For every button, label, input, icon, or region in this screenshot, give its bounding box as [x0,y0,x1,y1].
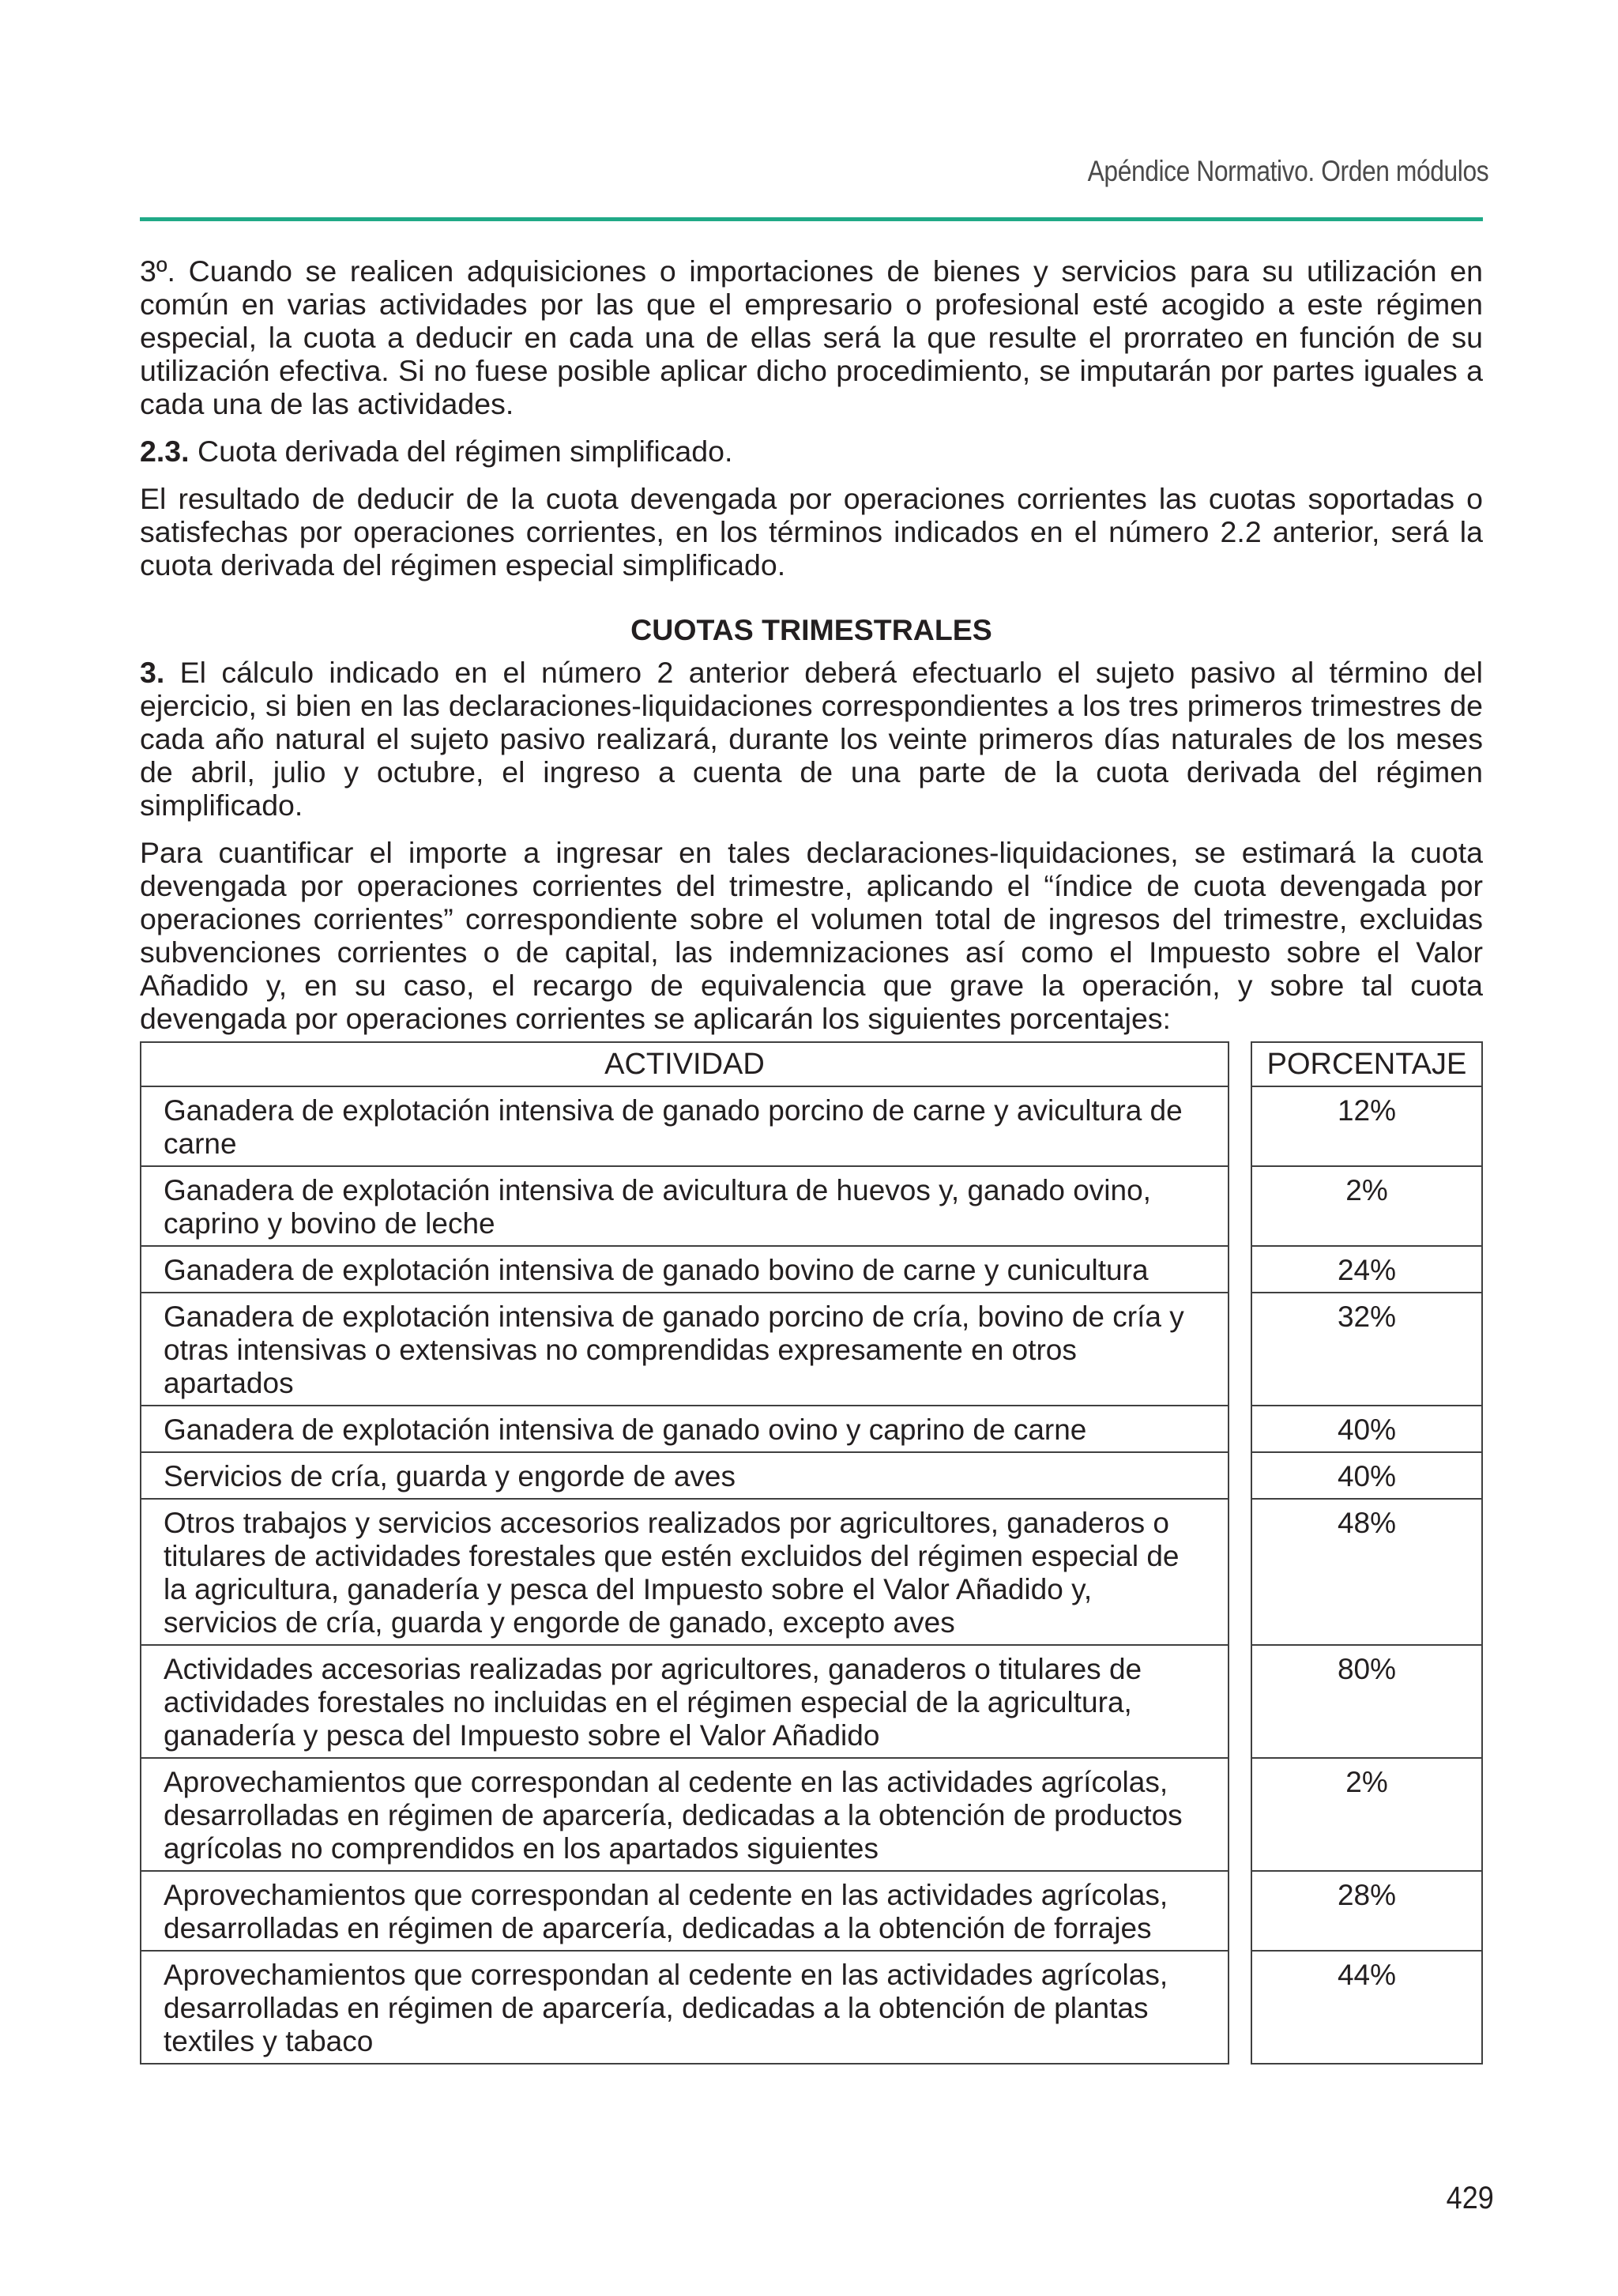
percentage-cell: 32% [1252,1293,1481,1406]
percentage-cell: 48% [1252,1500,1481,1646]
paragraph-cuantificar: Para cuantificar el importe a ingresar en tales declaraciones-liquidaciones, se estimará la cuota devengada por operaciones corrientes del trimestre, aplicando el “índice de cuota devengada por operaciones corrientes” correspondiente sobre el volumen total de ingresos del trimestre, excluidas subvenciones corrientes o de capital, las indemnizaciones así como el Impuesto sobre el Valor Añadido y, en su caso, el recargo de equivalencia que grave la operación, y sobre tal cuota devengada por operaciones corrientes se aplicarán los siguientes porcentajes: [140,836,1483,1035]
paragraph-3o: 3º. Cuando se realicen adquisiciones o importaciones de bienes y servicios para su utilización en común en varias actividades por las que el empresario o profesional esté acogido a este régimen especial, la cuota a deducir en cada una de ellas será la que resulte el prorrateo en función de su utilización efectiva. Si no fuese posible aplicar dicho procedimiento, se imputarán por partes iguales a cada una de las actividades. [140,254,1483,420]
page-content [140,254,1483,2065]
activity-cell: Aprovechamientos que correspondan al cedente en las actividades agrícolas, desarrolladas en régimen de aparcería, dedicadas a la obtención de productos agrícolas no comprendidos en los apartados siguientes [141,1759,1228,1872]
percentage-header: PORCENTAJE [1252,1043,1481,1087]
activity-cell: Actividades accesorias realizadas por agricultores, ganaderos o titulares de actividades forestales no incluidas en el régimen especial de la agricultura, ganadería y pesca del Impuesto sobre el Valor Añadido [141,1646,1228,1759]
section-2-3 [140,435,1483,468]
paragraph-3-text: El cálculo indicado en el número 2 anterior deberá efectuarlo el sujeto pasivo al término del ejercicio, si bien en las declaraciones-liquidaciones correspondientes a los tres primeros trimestres de cada año natural el sujeto pasivo realizará, durante los veinte primeros días naturales de los meses de abril, julio y octubre, el ingreso a cuenta de una parte de la cuota derivada del régimen simplificado. [140,656,1483,822]
percentage-cell: 44% [1337,1959,1397,1991]
percentage-cell: 28% [1252,1872,1481,1952]
header-rule [140,217,1483,221]
activity-cell: Ganadera de explotación intensiva de ganado ovino y caprino de carne [141,1406,1228,1453]
percentage-cell: 40% [1252,1406,1481,1453]
paragraph-3-number: 3. [140,656,165,689]
percentage-cell: 40% [1252,1453,1481,1500]
section-2-3-title: Cuota derivada del régimen simplificado. [189,435,733,468]
activity-cell: Ganadera de explotación intensiva de avicultura de huevos y, ganado ovino, caprino y bovino de leche [141,1167,1228,1247]
section-heading: CUOTAS TRIMESTRALES [630,613,992,646]
page-number: 429 [1446,2181,1494,2215]
activity-cell: Aprovechamientos que correspondan al cedente en las actividades agrícolas, desarrolladas en régimen de aparcería, dedicadas a la obtención de plantas textiles y tabaco [164,1959,1168,2057]
percentage-cell: 12% [1252,1087,1481,1167]
percentage-column [1251,1041,1483,2065]
activity-cell: Ganadera de explotación intensiva de ganado bovino de carne y cunicultura [141,1247,1228,1293]
percentage-table [140,1041,1483,2065]
paragraph-cuota-derivada: El resultado de deducir de la cuota devengada por operaciones corrientes las cuotas soportadas o satisfechas por operaciones corrientes, en los términos indicados en el número 2.2 anterior, será la cuota derivada del régimen especial simplificado. [140,482,1483,582]
running-head: Apéndice Normativo. Orden módulos [1087,155,1488,187]
activity-cell: Ganadera de explotación intensiva de ganado porcino de cría, bovino de cría y otras intensivas o extensivas no comprendidas expresamente en otros apartados [141,1293,1228,1406]
activity-header: ACTIVIDAD [141,1043,1228,1087]
activity-cell: Servicios de cría, guarda y engorde de aves [141,1453,1228,1500]
activity-cell: Ganadera de explotación intensiva de ganado porcino de carne y avicultura de carne [141,1087,1228,1167]
percentage-cell: 2% [1252,1759,1481,1872]
percentage-cell: 2% [1252,1167,1481,1247]
activity-cell: Aprovechamientos que correspondan al cedente en las actividades agrícolas, desarrolladas en régimen de aparcería, dedicadas a la obtención de forrajes [141,1872,1228,1952]
activity-cell: Otros trabajos y servicios accesorios realizados por agricultores, ganaderos o titulares de actividades forestales que estén excluidos del régimen especial de la agricultura, ganadería y pesca del Impuesto sobre el Valor Añadido y, servicios de cría, guarda y engorde de ganado, excepto aves [141,1500,1228,1646]
percentage-cell: 24% [1252,1247,1481,1293]
percentage-cell: 80% [1252,1646,1481,1759]
section-2-3-number: 2.3. [140,435,190,468]
paragraph-3 [140,656,1483,822]
activity-column [140,1041,1229,2065]
